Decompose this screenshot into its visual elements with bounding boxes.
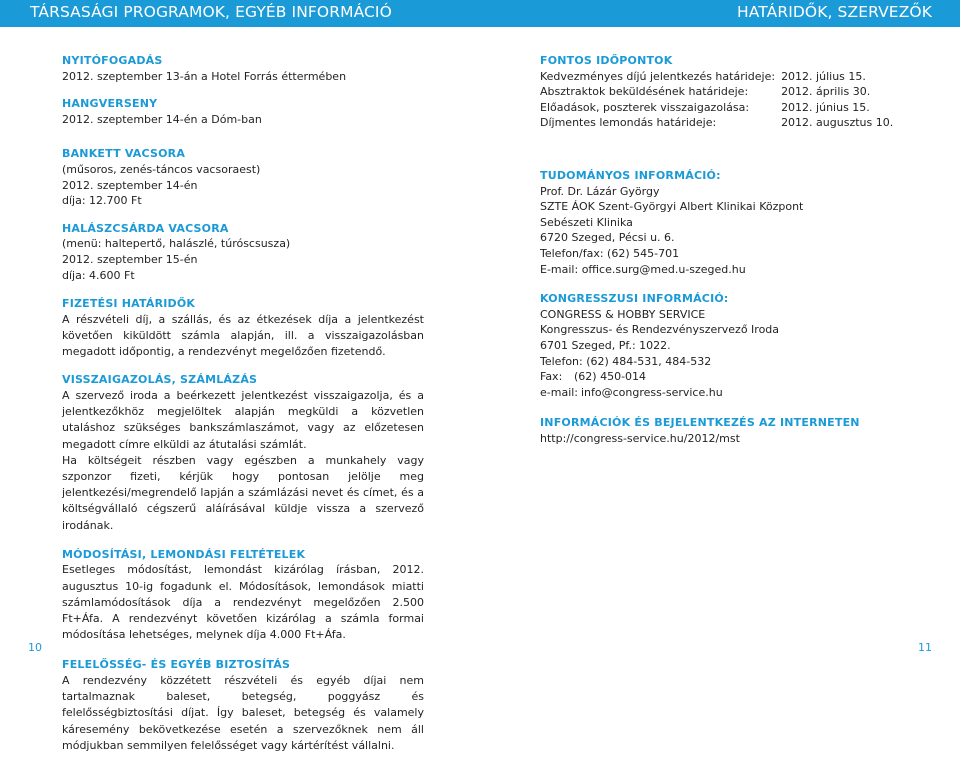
congress-info-heading: KONGRESSZUSI INFORMÁCIÓ: [540, 292, 729, 306]
date-value: 2012. június 15. [781, 100, 870, 114]
date-label: Kedvezményes díjú jelentkezés határideje: [540, 69, 776, 83]
dates-row [540, 100, 893, 116]
banquet-heading: BANKETT VACSORA [62, 147, 186, 161]
date-value: 2012. augusztus 10. [781, 116, 894, 130]
confirmation-text: A szervező iroda a beérkezett jelentkezést visszaigazolja, és a jelentkezőkhöz megjelöltek alapján megküldi a közvetlen utaláshoz szükséges bankszámlaszámot, vagy az előzetesen megadott címre elküldi az átutalási számlát. [62, 388, 424, 451]
fax-label: Fax: [540, 370, 563, 384]
email-link[interactable]: info@congress-service.hu [581, 385, 723, 399]
right-page-title: HATÁRIDŐK, SZERVEZŐK [737, 3, 932, 21]
scientific-info-email[interactable]: E-mail: office.surg@med.u-szeged.hu [540, 262, 746, 276]
banquet-section [62, 146, 424, 208]
online-info-section [540, 415, 910, 446]
payment-section [62, 296, 424, 360]
page-number-left: 10 [28, 641, 42, 654]
congress-info-line: CONGRESS & HOBBY SERVICE [540, 307, 706, 321]
congress-info-line: Kongresszus- és Rendezvényszervező Iroda [540, 323, 780, 337]
modification-section [62, 547, 424, 644]
modification-heading: MÓDOSÍTÁSI, LEMONDÁSI FELTÉTELEK [62, 547, 306, 561]
congress-fax-row [540, 369, 910, 385]
scientific-info-line: Sebészeti Klinika [540, 215, 633, 229]
liability-text: A rendezvény közzétett részvételi és egyéb díjai nem tartalmaznak baleset, betegség, poggyász és felelősségbiztosítási díjat. Így baleset, betegség és valamely káresemény bekövetkezése esetén a szervezőknek nem áll módjukban semmilyen felelősséget vagy kártérítést vállalni. [62, 673, 424, 752]
header-bar [0, 0, 960, 27]
dates-row [540, 84, 893, 100]
liability-heading: FELELŐSSÉG- ÉS EGYÉB BIZTOSÍTÁS [62, 658, 291, 672]
left-column [62, 53, 424, 769]
date-value: 2012. április 30. [781, 85, 871, 99]
date-label: Absztraktok beküldésének határideje: [540, 85, 749, 99]
liability-section [62, 657, 424, 754]
email-label: e-mail: [540, 385, 579, 399]
banquet-line: 2012. szeptember 14-én [62, 178, 198, 192]
banquet-line: díja: 12.700 Ft [62, 194, 142, 208]
fax-value: (62) 450-014 [574, 370, 647, 384]
date-label: Díjmentes lemondás határideje: [540, 116, 717, 130]
date-value: 2012. július 15. [781, 69, 866, 83]
concert-text: 2012. szeptember 14-én a Dóm-ban [62, 112, 262, 126]
fish-dinner-heading: HALÁSZCSÁRDA VACSORA [62, 221, 229, 235]
fish-dinner-line: (menü: haltepertő, halászlé, túróscsusza) [62, 237, 291, 251]
confirmation-text-2: Ha költségeit részben vagy egészben a munkahely vagy szponzor fizeti, kérjük hogy pontosan jelölje meg jelentkezési/megrendelő lapján a számlázási nevet és címet, és a költségvállaló cégszerű aláírásával küldje vissza a szervező irodának. [62, 453, 424, 532]
dates-heading: FONTOS IDŐPONTOK [540, 54, 673, 67]
scientific-info-line: 6720 Szeged, Pécsi u. 6. [540, 231, 675, 245]
fish-dinner-line: 2012. szeptember 15-én [62, 252, 198, 266]
online-info-heading: INFORMÁCIÓK ÉS BEJELENTKEZÉS AZ INTERNETEN [540, 416, 860, 430]
registration-url-link[interactable]: http://congress-service.hu/2012/mst [540, 431, 740, 445]
modification-text: Esetleges módosítást, lemondást kizárólag írásban, 2012. augusztus 10-ig fogadunk el. Módosítások, lemondások miatti számlamódosítások díja a rendezvényt megelőzően 2.500 Ft+Áfa. A rendezvényt követően kizárólag a számla formai módosítása lehetséges, melynek díja 4.000 Ft+Áfa. [62, 563, 424, 642]
payment-text: A részvételi díj, a szállás, és az étkezések díja a jelentkezést követően kiküldött számla alapján, ill. a visszaigazolásban megadott időpontig, a rendezvényt megelőzően fizetendő. [62, 312, 424, 359]
concert-heading: HANGVERSENY [62, 97, 158, 111]
congress-info-line: 6701 Szeged, Pf.: 1022. [540, 338, 671, 352]
page-number-right: 11 [918, 641, 932, 654]
date-label: Előadások, poszterek visszaigazolása: [540, 100, 750, 114]
dates-table [540, 69, 893, 131]
scientific-info-heading: TUDOMÁNYOS INFORMÁCIÓ: [540, 168, 721, 182]
payment-heading: FIZETÉSI HATÁRIDŐK [62, 297, 196, 311]
congress-info-section [540, 291, 910, 400]
scientific-info-section [540, 168, 910, 277]
dates-row [540, 69, 893, 85]
fish-dinner-section [62, 221, 424, 283]
fish-dinner-line: díja: 4.600 Ft [62, 268, 135, 282]
dates-row [540, 115, 893, 131]
banquet-line: (műsoros, zenés-táncos vacsoraest) [62, 162, 261, 176]
confirmation-section [62, 372, 424, 533]
left-page-title: TÁRSASÁGI PROGRAMOK, EGYÉB INFORMÁCIÓ [30, 3, 392, 21]
scientific-info-line: Prof. Dr. Lázár György [540, 184, 660, 198]
opening-text: 2012. szeptember 13-án a Hotel Forrás éttermében [62, 69, 347, 83]
congress-info-line: Telefon: (62) 484-531, 484-532 [540, 354, 712, 368]
opening-heading: NYITÓFOGADÁS [62, 54, 163, 67]
right-column [540, 53, 910, 461]
confirmation-heading: VISSZAIGAZOLÁS, SZÁMLÁZÁS [62, 373, 258, 387]
dates-section [540, 53, 910, 131]
concert-section [62, 96, 424, 127]
congress-email-row [540, 385, 910, 401]
opening-section [62, 53, 424, 84]
scientific-info-line: Telefon/fax: (62) 545-701 [540, 246, 680, 260]
scientific-info-line: SZTE ÁOK Szent-Györgyi Albert Klinikai Központ [540, 200, 804, 214]
